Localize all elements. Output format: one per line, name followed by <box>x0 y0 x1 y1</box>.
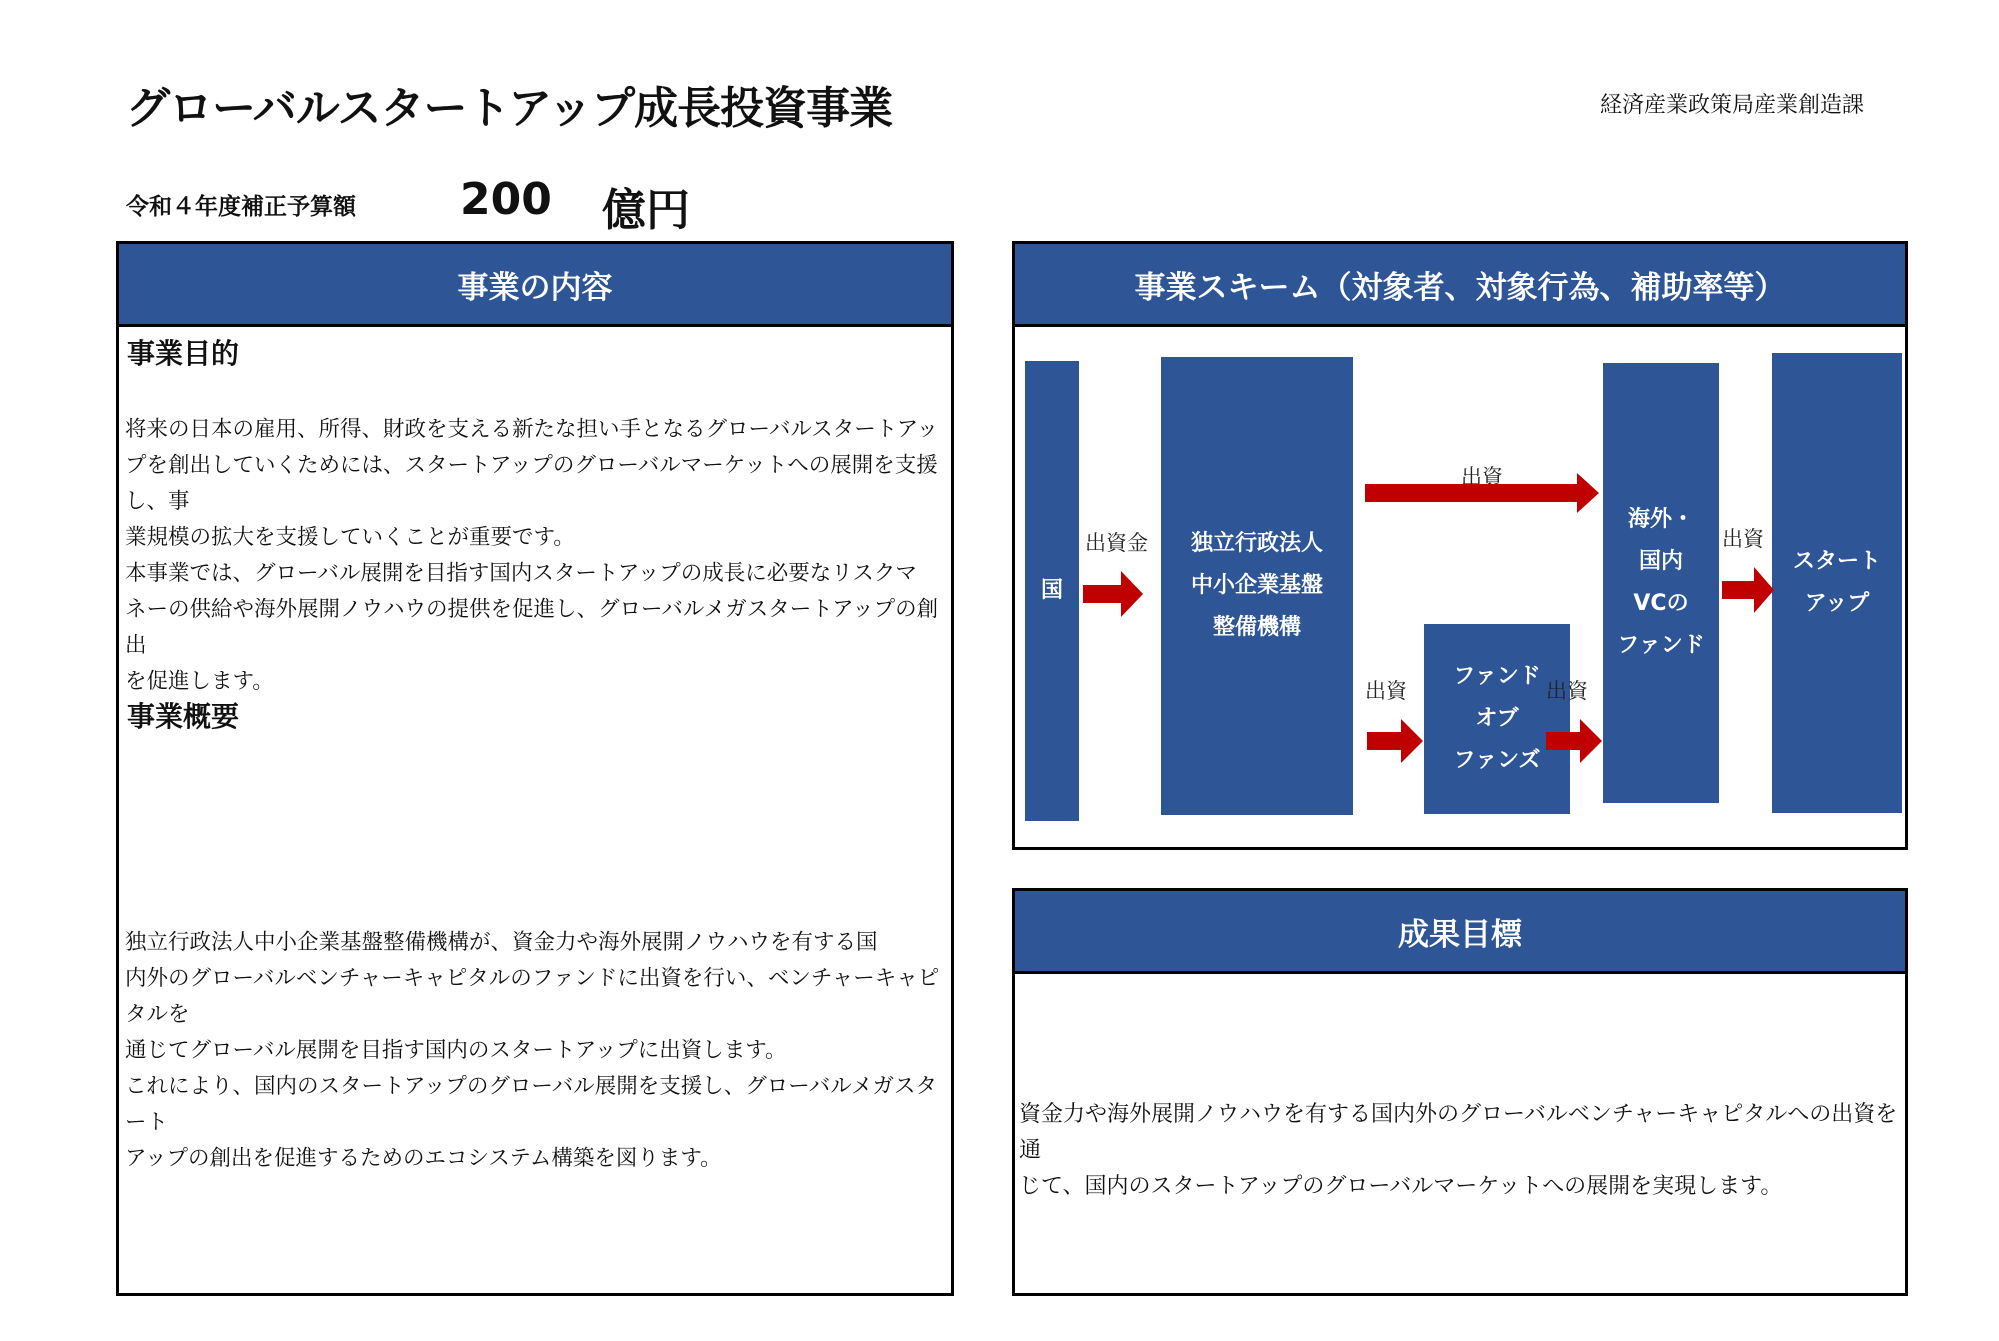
arrow-right-icon <box>1083 571 1145 617</box>
page-title: グローバルスタートアップ成長投資事業 <box>126 83 893 134</box>
vc-fund-box: 海外・ 国内 VCの ファンド <box>1603 363 1719 803</box>
target-line: 資金力や海外展開ノウハウを有する国内外のグローバルベンチャーキャピタルへの出資を通 <box>1019 1102 1898 1163</box>
overview-heading: 事業概要 <box>127 700 240 733</box>
overview-line: 通じてグローバル展開を目指す国内のスタートアップに出資します。 <box>125 1038 787 1063</box>
fund-of-funds-box: ファンド オブ ファンズ <box>1424 624 1570 814</box>
content-panel <box>116 241 954 1296</box>
target-panel-title: 成果目標 <box>1015 891 1905 974</box>
arrow-label-fof-vc: 出資 <box>1546 679 1588 703</box>
budget-amount: 200 <box>460 174 552 225</box>
overview-line: これにより、国内のスタートアップのグローバル展開を支援し、グローバルメガスタート <box>125 1074 938 1135</box>
overview-line: 独立行政法人中小企業基盤整備機構が、資金力や海外展開ノウハウを有する国 <box>125 930 878 955</box>
budget-label: 令和４年度補正予算額 <box>126 194 356 220</box>
arrow-right-icon <box>1546 719 1604 763</box>
startup-box: スタート アップ <box>1772 353 1902 813</box>
purpose-line: 将来の日本の雇用、所得、財政を支える新たな担い手となるグローバルスタートアッ <box>125 417 939 442</box>
purpose-heading: 事業目的 <box>127 337 240 370</box>
purpose-line: を促進します。 <box>125 669 274 694</box>
arrow-right-icon <box>1722 567 1776 613</box>
scheme-panel-title: 事業スキーム（対象者、対象行為、補助率等） <box>1015 244 1905 327</box>
arrow-label-country-smrj: 出資金 <box>1085 531 1148 555</box>
purpose-line: 業規模の拡大を支援していくことが重要です。 <box>125 525 575 550</box>
target-panel <box>1012 888 1908 1296</box>
target-line: じて、国内のスタートアップのグローバルマーケットへの展開を実現します。 <box>1019 1174 1783 1199</box>
budget-unit: 億円 <box>602 185 690 236</box>
purpose-line: ネーの供給や海外展開ノウハウの提供を促進し、グローバルメガスタートアップの創出 <box>125 597 939 658</box>
arrow-right-icon <box>1367 719 1425 763</box>
country-box: 国 <box>1025 361 1079 821</box>
scheme-panel <box>1012 241 1908 850</box>
target-text <box>1019 1097 1899 1205</box>
purpose-text <box>125 412 951 700</box>
overview-text <box>125 925 951 1177</box>
arrow-label-smrj-vc: 出資 <box>1461 465 1503 489</box>
arrow-right-icon <box>1365 473 1601 513</box>
overview-line: 内外のグローバルベンチャーキャピタルのファンドに出資を行い、ベンチャーキャピタルを <box>125 966 940 1027</box>
overview-line: アップの創出を促進するためのエコシステム構築を図ります。 <box>125 1146 722 1171</box>
content-panel-title: 事業の内容 <box>119 244 951 327</box>
scheme-diagram <box>1015 327 1905 847</box>
purpose-line: 本事業では、グローバル展開を目指す国内スタートアップの成長に必要なリスクマ <box>125 561 917 586</box>
purpose-line: プを創出していくためには、スタートアップのグローバルマーケットへの展開を支援し、事 <box>125 453 938 514</box>
arrow-label-vc-startup: 出資 <box>1722 527 1764 551</box>
arrow-label-smrj-fof: 出資 <box>1365 679 1407 703</box>
smrj-box: 独立行政法人 中小企業基盤 整備機構 <box>1161 357 1353 815</box>
department-name: 経済産業政策局産業創造課 <box>1600 93 1865 118</box>
